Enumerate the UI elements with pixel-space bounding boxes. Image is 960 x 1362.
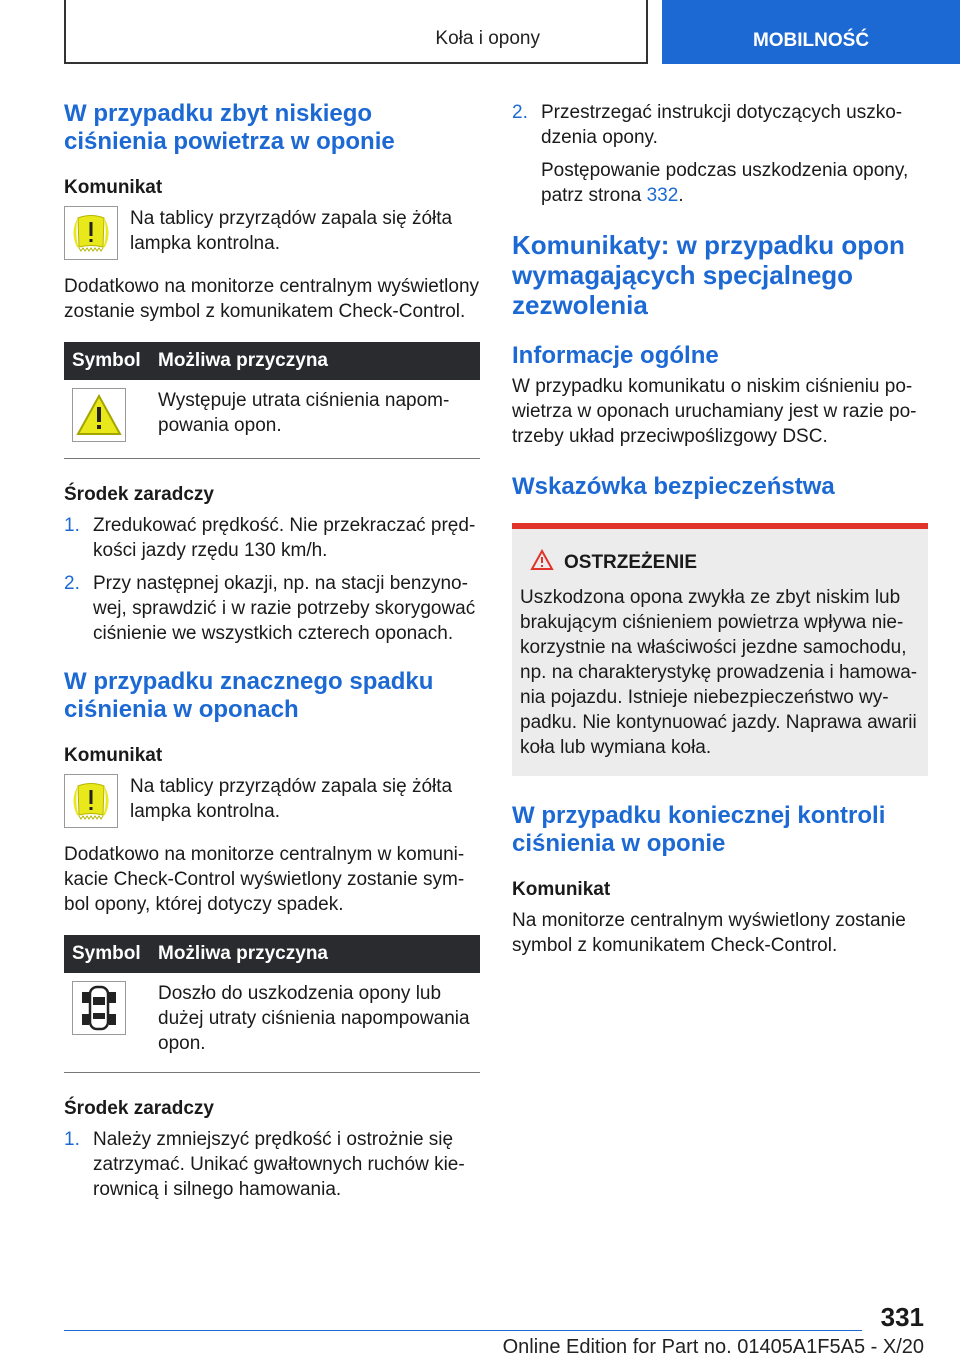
page-link[interactable]: 332: [646, 185, 679, 206]
section-title: Koła i opony: [435, 28, 540, 49]
symbol-table: [64, 342, 480, 459]
footer-divider: [64, 1330, 862, 1331]
table-cause-text: Doszło do uszkodzenia opony lub dużej utraty ciśnienia napompowania opon.: [150, 973, 480, 1073]
table-row: [64, 973, 480, 1073]
header-box: [64, 0, 648, 64]
indicator-row: [64, 206, 480, 260]
page-reference-note: Postępowanie podczas uszkodzenia opony, patrz strona 332.: [541, 160, 909, 206]
chapter-label: MOBILNOŚĆ: [752, 30, 870, 51]
car-tires-icon: [72, 981, 126, 1035]
message-subheading: Komunikat: [64, 745, 163, 766]
warning-triangle-icon: [72, 388, 126, 442]
right-column: [512, 100, 928, 958]
table-header-cause: Możliwa przyczyna: [150, 935, 480, 973]
tire-pressure-warning-icon: [64, 774, 118, 828]
symbol-table: [64, 935, 480, 1073]
paragraph-extra-info: Dodatkowo na monitorze centralnym wyświetlony zostanie symbol z komunikatem Check-Control.: [64, 276, 480, 322]
info-heading: Informacje ogólne: [512, 342, 719, 369]
table-cause-text: Występuje utrata ciśnienia napompowania opon.: [150, 380, 480, 459]
warning-text: Uszkodzona opona zwykła ze zbyt niskim lub brakującym ciśnieniem powietrza wpływa niekorzystnie na właściwości jezdne samochodu, np. na charakterystykę prowadzenia i hamowania pojazdu. Istnieje niebezpieczeństwo wypadku. Nie kontynuować jazdy. Naprawa awarii koła lub wymiana koła.: [520, 587, 918, 758]
remedy-steps-continued: [512, 100, 928, 150]
section-heading-low-pressure: W przypadku zbyt niskiego ciśnienia powietrza w oponie: [64, 100, 395, 155]
tire-pressure-warning-icon: [64, 206, 118, 260]
page-number: 331: [880, 1302, 924, 1332]
warning-triangle-icon: [530, 549, 554, 577]
message-subheading: Komunikat: [64, 177, 163, 198]
info-text: W przypadku komunikatu o niskim ciśnieniu powietrza w oponach uruchamiany jest w razie potrzeby układ przeciwpoślizgowy DSC.: [512, 376, 917, 447]
remedy-title: Środek zaradczy: [64, 484, 214, 505]
check-text: Na monitorze centralnym wyświetlony zostanie symbol z komunikatem Check-Control.: [512, 910, 906, 956]
indicator-text: Na tablicy przyrządów zapala się żółta lampka kontrolna.: [130, 776, 453, 822]
list-item: 2. Przy następnej okazji, np. na stacji benzynowej, sprawdzić i w razie potrzeby skorygować ciśnienie we wszystkich czterech oponach.: [64, 573, 476, 644]
message-subheading: Komunikat: [512, 879, 611, 900]
chapter-tab[interactable]: [662, 0, 960, 64]
warning-title: OSTRZEŻENIE: [564, 552, 698, 573]
list-item: 1. Należy zmniejszyć prędkość i ostrożnie się zatrzymać. Unikać gwałtownych ruchów kierownicą i silnego hamowania.: [64, 1129, 465, 1200]
remedy-title: Środek zaradczy: [64, 1098, 214, 1119]
list-item: 1. Zredukować prędkość. Nie przekraczać prędkości jazdy rzędu 130 km/h.: [64, 515, 476, 561]
section-heading-major-drop: W przypadku znacznego spadku ciśnienia w oponach: [64, 668, 434, 723]
paragraph-extra-info: Dodatkowo na monitorze centralnym w komunikacie Check-Control wyświetlony zostanie symbol opony, której dotyczy spadek.: [64, 844, 465, 915]
table-header-symbol: Symbol: [64, 935, 150, 973]
list-item: 2. Przestrzegać instrukcji dotyczących uszkodzenia opony.: [512, 102, 903, 148]
section-heading-check-pressure: W przypadku koniecznej kontroli ciśnienia w oponie: [512, 802, 886, 857]
edition-text: Online Edition for Part no. 01405A1F5A5 - X/20: [502, 1336, 924, 1358]
indicator-row: [64, 774, 480, 828]
remedy-steps: [64, 1127, 480, 1202]
warning-box: [512, 523, 928, 776]
table-row: [64, 380, 480, 459]
indicator-text: Na tablicy przyrządów zapala się żółta lampka kontrolna.: [130, 208, 453, 254]
table-header-cause: Możliwa przyczyna: [150, 342, 480, 380]
table-header-symbol: Symbol: [64, 342, 150, 380]
safety-heading: Wskazówka bezpieczeństwa: [512, 473, 835, 500]
big-heading: Komunikaty: w przypadku opon wymagających specjalnego zezwolenia: [512, 230, 905, 320]
remedy-steps: [64, 513, 480, 646]
left-column: [64, 100, 480, 1210]
